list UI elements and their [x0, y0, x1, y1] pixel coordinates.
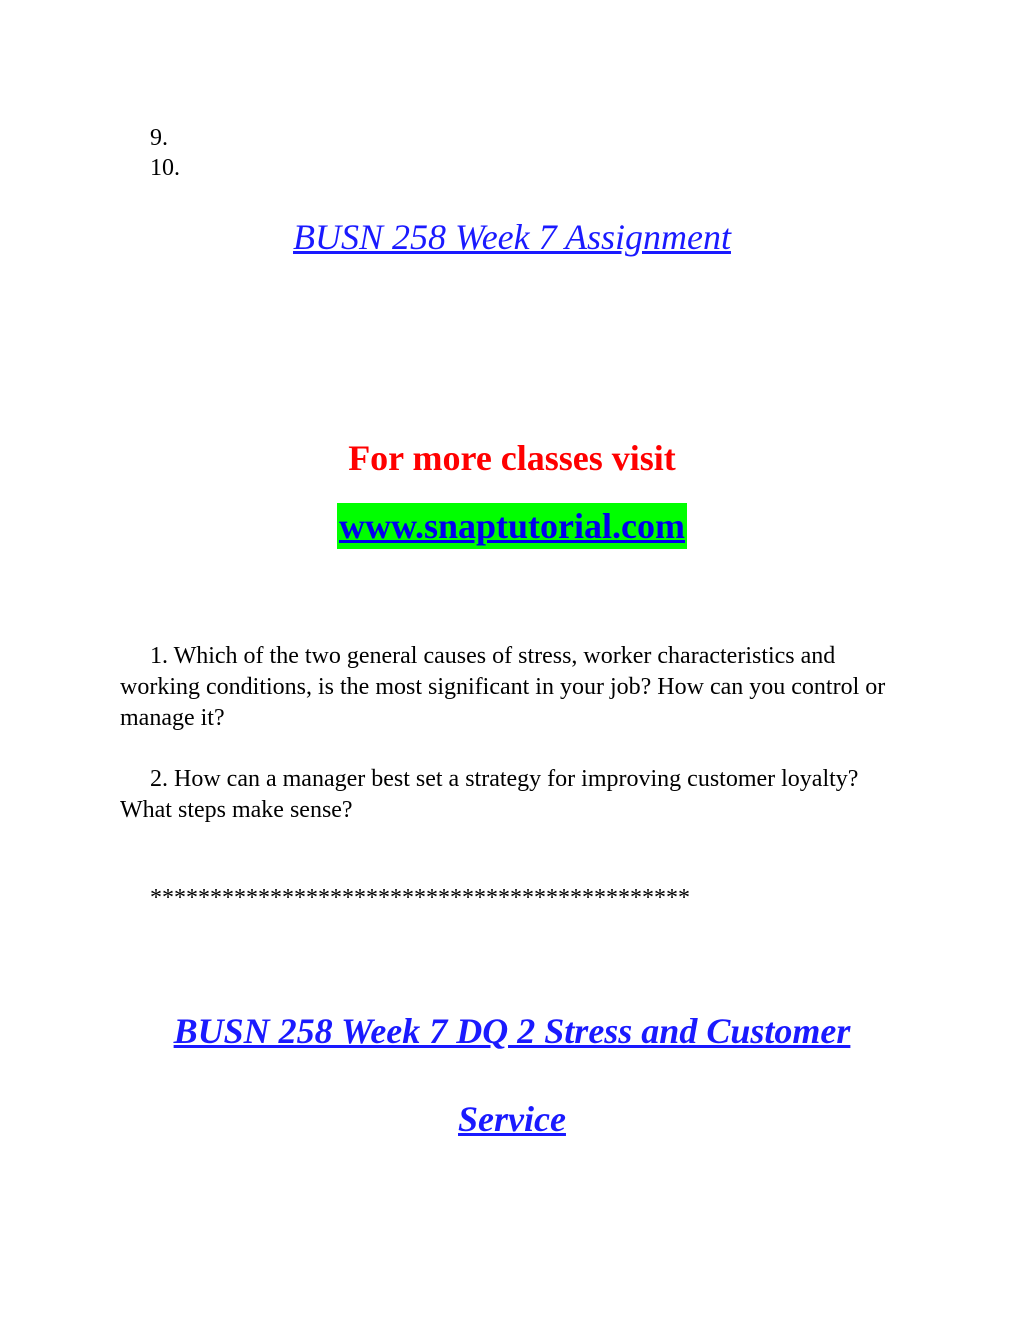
assignment-title-link[interactable]: BUSN 258 Week 7 Assignment: [293, 217, 731, 257]
promo-heading: For more classes visit: [348, 438, 676, 478]
next-title-line-1[interactable]: BUSN 258 Week 7 DQ 2 Stress and Customer: [173, 1011, 851, 1051]
question-2: 2. How can a manager best set a strategy for improving customer loyalty? What steps make sense?: [120, 766, 859, 823]
list-number-10: 10.: [150, 155, 180, 181]
promo-url-link[interactable]: www.snaptutorial.com: [337, 503, 687, 549]
next-title-line-2[interactable]: Service: [458, 1099, 566, 1139]
separator-stars: *********************************************: [150, 885, 690, 911]
question-1: 1. Which of the two general causes of stress, worker characteristics and working conditions, is the most significant in your job? How can you control or manage it?: [120, 643, 886, 731]
promo-url-container: [0, 503, 1024, 549]
list-number-9: 9.: [150, 125, 168, 151]
